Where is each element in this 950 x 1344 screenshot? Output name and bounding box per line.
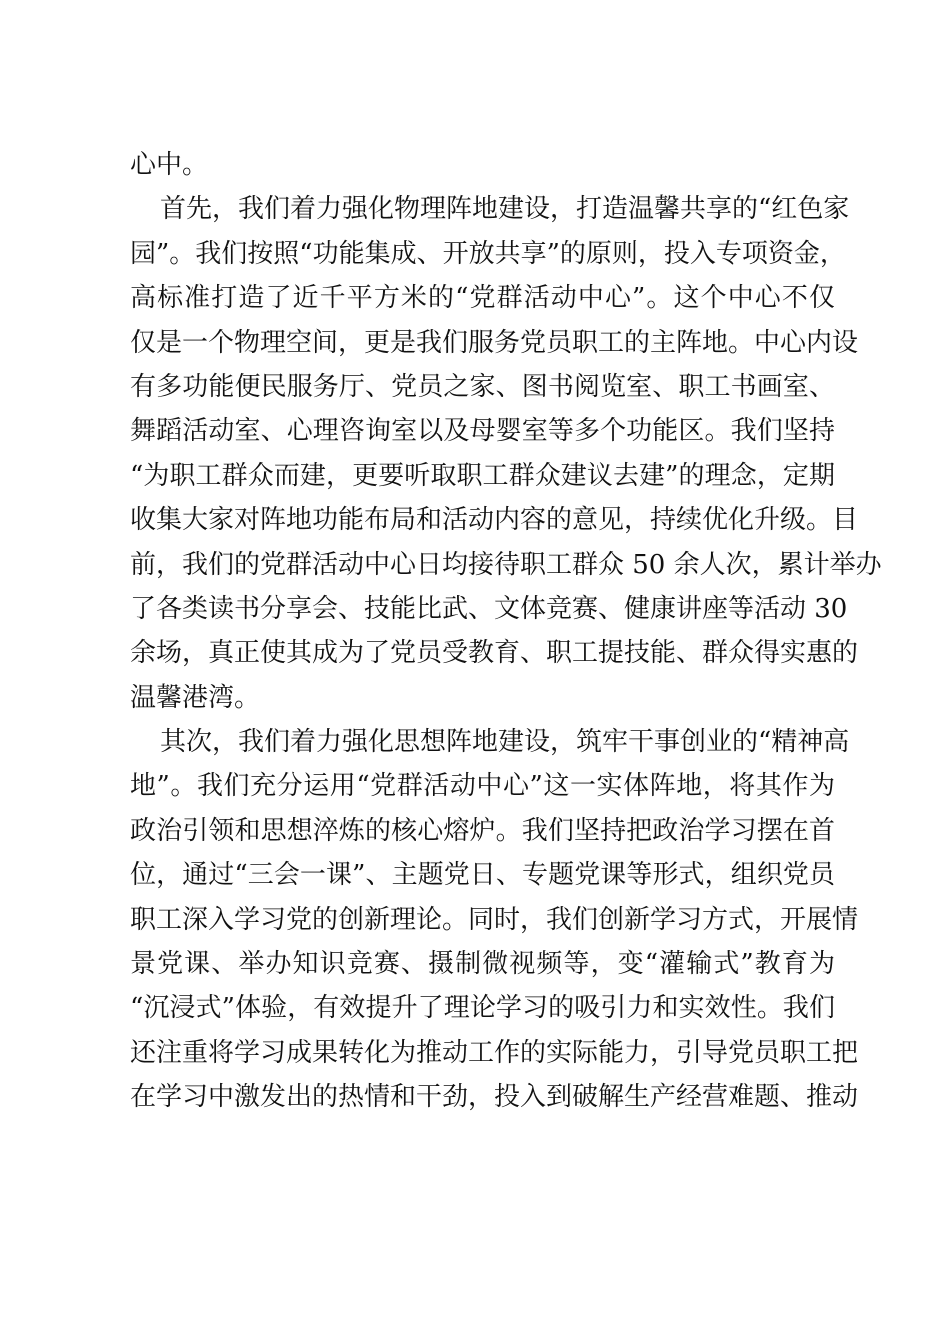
text-line: 高标准打造了近千平方米的“党群活动中心”。这个中心不仅 bbox=[130, 283, 835, 314]
text-line: 舞蹈活动室、心理咨询室以及母婴室等多个功能区。我们坚持 bbox=[130, 416, 835, 447]
text-line: 在学习中激发出的热情和干劲，投入到破解生产经营难题、推动 bbox=[130, 1082, 859, 1113]
text-line: 其次，我们着力强化思想阵地建设，筑牢干事创业的“精神高 bbox=[160, 727, 850, 758]
text-line: 有多功能便民服务厅、党员之家、图书阅览室、职工书画室、 bbox=[130, 371, 835, 402]
document-body bbox=[130, 143, 882, 1120]
text-line: 职工深入学习党的创新理论。同时，我们创新学习方式，开展情 bbox=[130, 904, 859, 935]
text-line: 余场，真正使其成为了党员受教育、职工提技能、群众得实惠的 bbox=[130, 638, 859, 669]
text-line: 心中。 bbox=[130, 150, 209, 180]
text-line: 地”。我们充分运用“党群活动中心”这一实体阵地，将其作为 bbox=[130, 771, 835, 802]
text-line: 收集大家对阵地功能布局和活动内容的意见，持续优化升级。目 bbox=[130, 505, 859, 536]
text-line: 仅是一个物理空间，更是我们服务党员职工的主阵地。中心内设 bbox=[130, 327, 859, 358]
text-line: 首先，我们着力强化物理阵地建设，打造温馨共享的“红色家 bbox=[160, 194, 850, 225]
text-line: “沉浸式”体验，有效提升了理论学习的吸引力和实效性。我们 bbox=[130, 993, 835, 1024]
text-line: 政治引领和思想淬炼的核心熔炉。我们坚持把政治学习摆在首 bbox=[130, 815, 835, 846]
text-line: 景党课、举办知识竞赛、摄制微视频等，变“灌输式”教育为 bbox=[130, 949, 835, 980]
text-line: 了各类读书分享会、技能比武、文体竞赛、健康讲座等活动 30 bbox=[130, 593, 848, 624]
text-line: “为职工群众而建，更要听取职工群众建议去建”的理念，定期 bbox=[130, 460, 835, 491]
text-line: 温馨港湾。 bbox=[130, 682, 261, 713]
text-line: 还注重将学习成果转化为推动工作的实际能力，引导党员职工把 bbox=[130, 1037, 859, 1068]
text-line: 前，我们的党群活动中心日均接待职工群众 50 余人次，累计举办 bbox=[130, 549, 882, 580]
text-line: 位，通过“三会一课”、主题党日、专题党课等形式，组织党员 bbox=[130, 860, 835, 891]
text-line: 园”。我们按照“功能集成、开放共享”的原则，投入专项资金， bbox=[130, 238, 846, 269]
